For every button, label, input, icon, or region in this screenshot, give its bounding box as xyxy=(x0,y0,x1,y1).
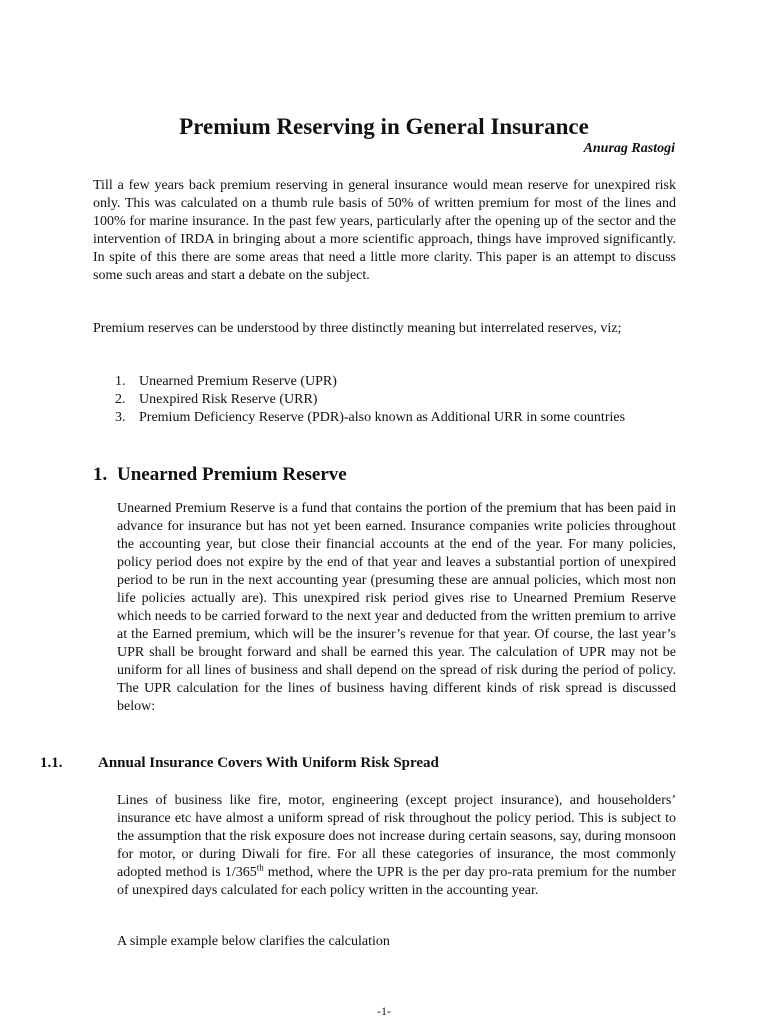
reserves-list xyxy=(93,373,676,427)
list-item-text: Unexpired Risk Reserve (URR) xyxy=(139,392,318,407)
section-1-title: Unearned Premium Reserve xyxy=(117,464,347,485)
list-item-text: Premium Deficiency Reserve (PDR)-also known as Additional URR in some countries xyxy=(139,410,626,425)
intro-paragraph: Till a few years back premium reserving in general insurance would mean reserve for unexpired risk only. This was calculated on a thumb rule basis of 50% of written premium for most of the lines and 100% for marine insurance. In the past few years, particularly after the opening up of the sector and the intervention of IRDA in bringing about a more scientific approach, things have improved significantly. In spite of this there are some areas that need a little more clarity. This paper is an attempt to discuss some such areas and start a debate on the subject. xyxy=(93,178,676,283)
list-item xyxy=(93,409,676,427)
example-line: A simple example below clarifies the calculation xyxy=(117,934,390,949)
section-1-1-heading xyxy=(40,753,439,773)
section-1-heading xyxy=(93,462,347,488)
list-item xyxy=(93,391,676,409)
list-item-text: Unearned Premium Reserve (UPR) xyxy=(139,374,337,389)
reserves-intro-paragraph: Premium reserves can be understood by three distinctly meaning but interrelated reserves, viz; xyxy=(93,321,622,336)
superscript-th: th xyxy=(256,862,264,873)
author-name: Anurag Rastogi xyxy=(583,141,675,156)
list-item-number: 2. xyxy=(115,392,126,407)
section-1-1-title: Annual Insurance Covers With Uniform Risk Spread xyxy=(98,755,439,771)
page-number: -1- xyxy=(377,1004,391,1018)
section-1-1-number: 1.1. xyxy=(40,755,63,771)
list-item-number: 3. xyxy=(115,410,126,425)
document-title: Premium Reserving in General Insurance xyxy=(179,114,589,139)
section-1-1-text-part1: Lines of business like fire, motor, engineering (except project insurance), and householders’ insurance etc have almost a uniform spread of risk throughout the policy period. This is subject to the assumption that the risk exposure does not increase during certain seasons, say, during monsoon for motor, or during Diwali for fire. For all these categories of insurance, the most commonly adopted method is 1/365 xyxy=(117,793,676,880)
section-1-1-paragraph xyxy=(117,792,676,900)
section-1-number: 1. xyxy=(93,464,108,485)
list-item-number: 1. xyxy=(115,374,126,389)
section-1-paragraph: Unearned Premium Reserve is a fund that contains the portion of the premium that has been paid in advance for insurance but has not yet been earned. Insurance companies write policies throughout the accounting year, but close their financial accounts at the end of the year. For many policies, policy period does not expire by the end of that year and leaves a substantial portion of unexpired period to be run in the next accounting year (presuming these are annual policies, which most non life policies actually are). This unexpired risk period gives rise to Unearned Premium Reserve which needs to be carried forward to the next year and deducted from the written premium to arrive at the Earned premium, which will be the insurer’s revenue for that year. Of course, the last year’s UPR shall be brought forward and shall be earned this year. The calculation of UPR may not be uniform for all lines of business and shall depend on the spread of risk during the period of policy. The UPR calculation for the lines of business having different kinds of risk spread is discussed below: xyxy=(117,501,676,714)
section-1-1-text-part2: method, where the UPR is the per day pro-rata premium for the number of unexpired days calculated for each policy written in the accounting year. xyxy=(117,865,676,898)
list-item xyxy=(93,373,676,391)
